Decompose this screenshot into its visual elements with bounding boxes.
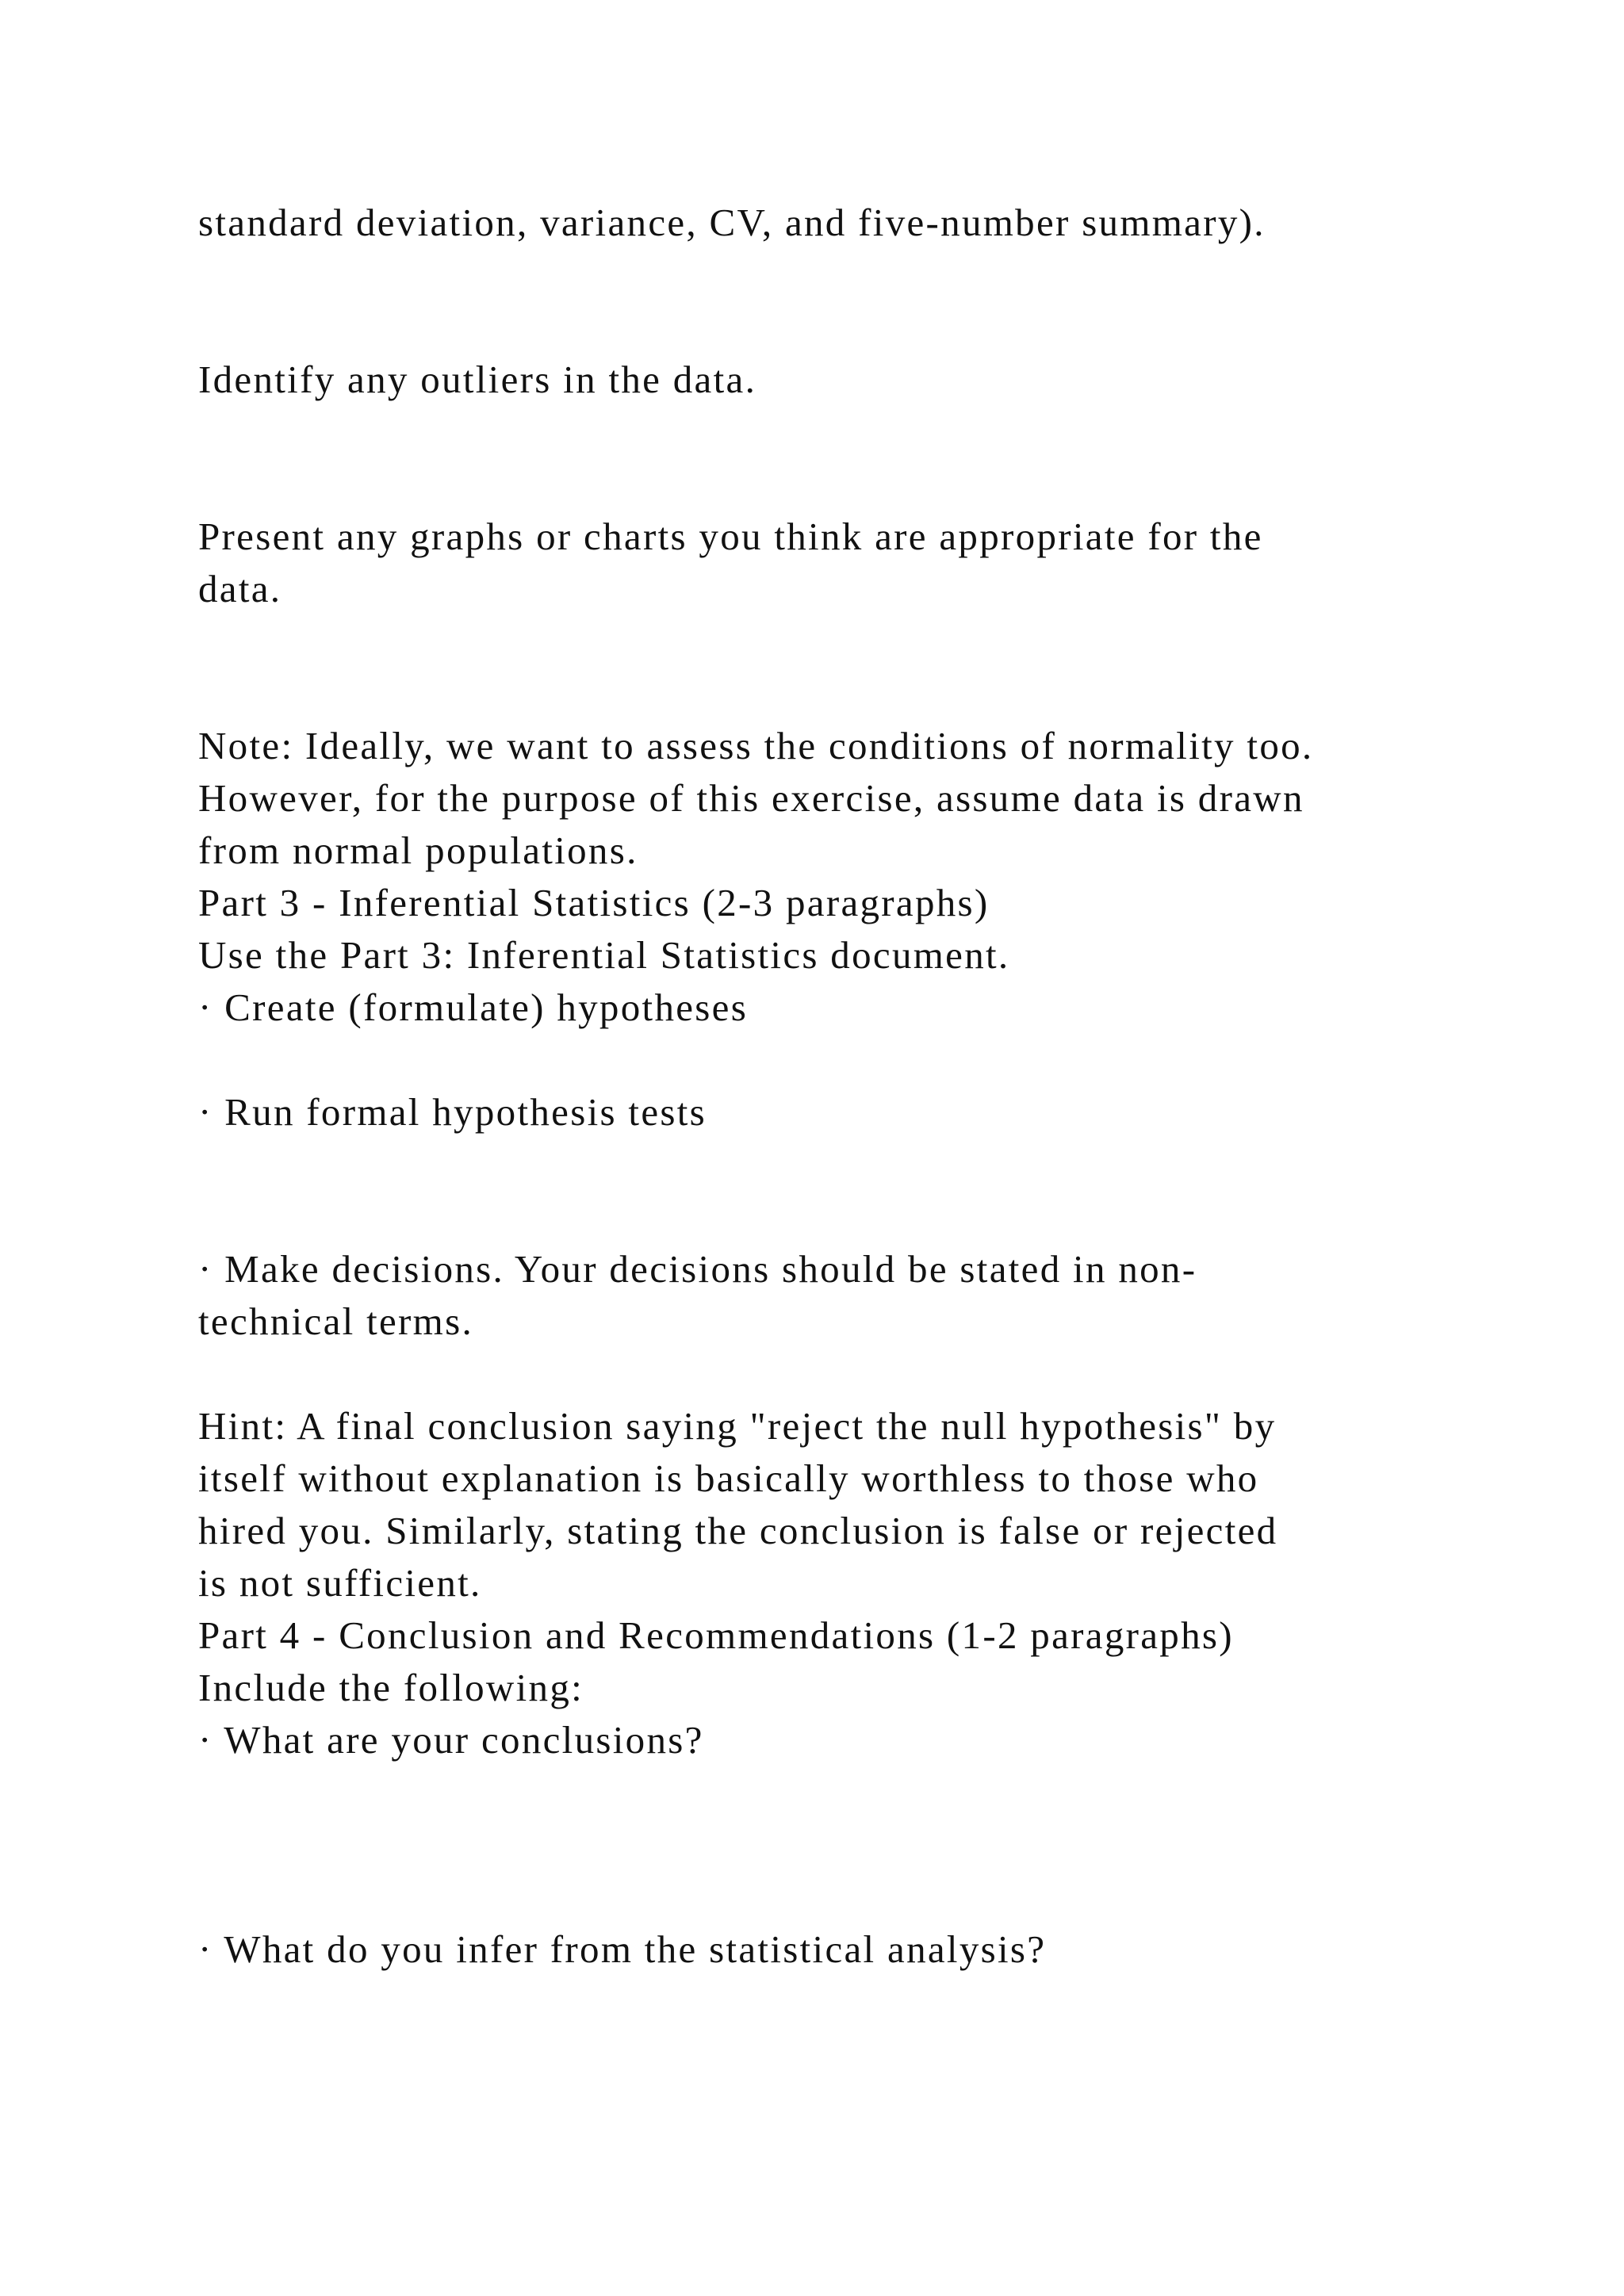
text-line-hint-cont-3: is not sufficient. (198, 1561, 482, 1605)
text-line-graphs: Present any graphs or charts you think are appropriate for the (198, 515, 1263, 558)
section-heading-part-4: Part 4 - Conclusion and Recommendations (1-2 paragraphs) (198, 1613, 1234, 1657)
section-heading-part-3: Part 3 - Inferential Statistics (2-3 paragraphs) (198, 881, 990, 924)
text-line-graphs-cont: data. (198, 567, 282, 610)
text-line-hint: Hint: A final conclusion saying "reject the null hypothesis" by (198, 1404, 1277, 1448)
text-line-part-3-instructions: Use the Part 3: Inferential Statistics document. (198, 933, 1010, 977)
bullet-item-decisions: · Make decisions. Your decisions should be stated in non- (198, 1247, 1197, 1291)
bullet-item-decisions-cont: technical terms. (198, 1299, 473, 1343)
text-line-outliers: Identify any outliers in the data. (198, 358, 757, 401)
bullet-item-inference: · What do you infer from the statistical analysis? (198, 1927, 1047, 1971)
text-line-hint-cont-2: hired you. Similarly, stating the conclusion is false or rejected (198, 1509, 1278, 1552)
text-line-note-cont-1: However, for the purpose of this exercise, assume data is drawn (198, 776, 1304, 820)
bullet-item-conclusions: · What are your conclusions? (198, 1718, 704, 1762)
text-line-hint-cont-1: itself without explanation is basically worthless to those who (198, 1456, 1259, 1500)
bullet-item-hypothesis-tests: · Run formal hypothesis tests (198, 1090, 707, 1134)
bullet-item-hypotheses: · Create (formulate) hypotheses (198, 985, 749, 1029)
text-line-note: Note: Ideally, we want to assess the conditions of normality too. (198, 724, 1314, 767)
text-line-part-4-intro: Include the following: (198, 1666, 584, 1709)
text-line-summary-stats: standard deviation, variance, CV, and five-number summary). (198, 201, 1266, 244)
text-line-note-cont-2: from normal populations. (198, 828, 638, 872)
